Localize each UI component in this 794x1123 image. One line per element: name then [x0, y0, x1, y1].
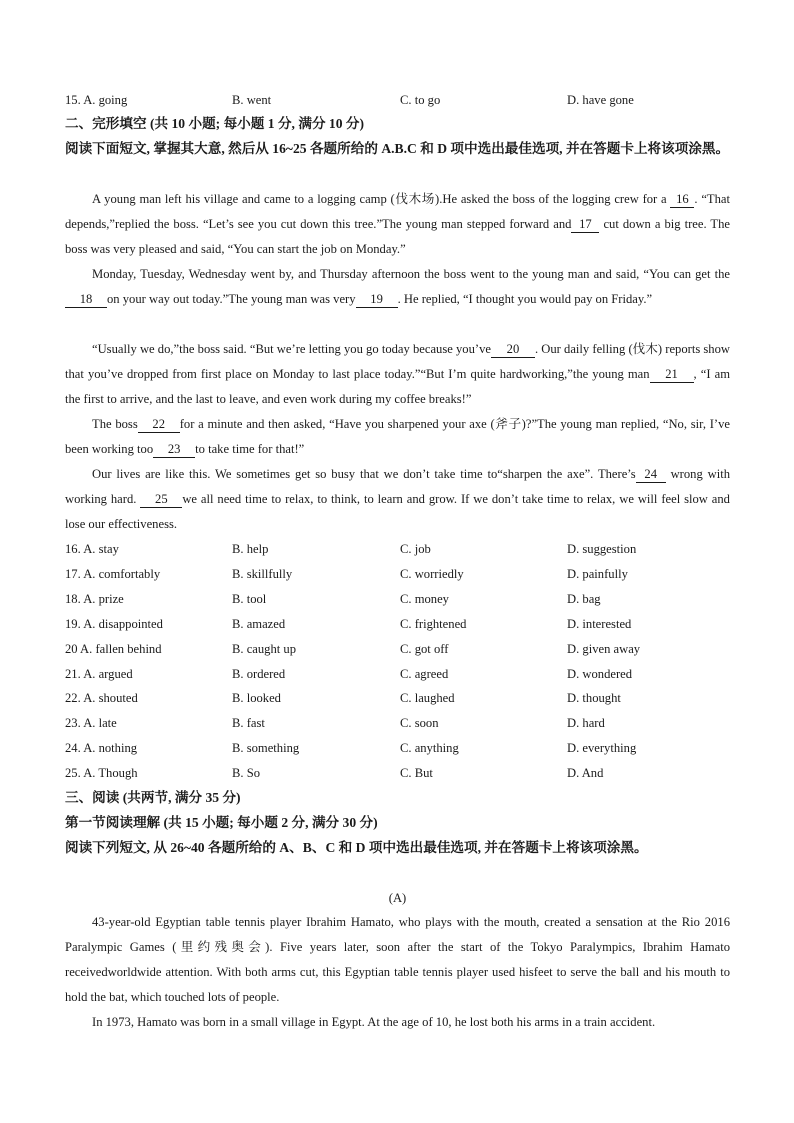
blank-19: 19 — [356, 291, 398, 308]
section-3-instruction: 阅读下列短文, 从 26~40 各题所给的 A、B、C 和 D 项中选出最佳选项, 并在答题卡上将该项涂黑。 — [65, 840, 648, 855]
option-d: D. interested — [567, 616, 632, 631]
options-row — [0, 714, 794, 732]
passage-paragraph-1: A young man left his village and came to a logging camp (伐木场).He asked the boss of the logging crew for a 16 . “That depends,”replied the boss. “Let’s see you cut down this tree.”The young man stepped forward and 17 cut down a big tree. The boss was very pleased and said, “You can start the job on Monday.” — [65, 192, 731, 256]
option-c: C. to go — [400, 93, 441, 107]
option-d: D. And — [567, 766, 604, 781]
options-row — [0, 565, 794, 583]
passage-paragraph-4: The boss 22 for a minute and then asked, “Have you sharpened your axe (斧子)?”The young man replied, “No, sir, I’ve been working too 23 to take time for that!” — [65, 417, 730, 456]
blank-25: 25 — [140, 491, 182, 508]
option-b: B. fast — [232, 716, 265, 731]
option-d: D. bag — [567, 591, 601, 606]
options-row — [0, 590, 794, 608]
option-a: 17. A. comfortably — [65, 566, 161, 581]
option-c: C. money — [400, 591, 449, 606]
option-c: C. anything — [400, 741, 459, 756]
passage-paragraph-2: Monday, Tuesday, Wednesday went by, and Thursday afternoon the boss went to the young man and said, “You can get the18 on your way out today.”The young man was very 19 . He replied, “I thought you would pay on Friday.” — [65, 262, 730, 312]
option-d: D. wondered — [567, 666, 633, 681]
option-c: C. laughed — [400, 691, 455, 706]
option-b: B. So — [232, 766, 260, 781]
section-2-instruction: 阅读下面短文, 掌握其大意, 然后从 16~25 各题所给的 A.B.C 和 D 项中选出最佳选项, 并在答题卡上将该项涂黑。 — [65, 141, 730, 156]
option-b: B. amazed — [232, 616, 286, 631]
option-c: C. job — [400, 542, 431, 556]
option-d: D. painfully — [567, 566, 628, 581]
option-c: C. But — [400, 766, 433, 781]
option-b: B. caught up — [232, 641, 297, 656]
passage-paragraph-5: Our lives are like this. We sometimes get so busy that we don’t take time to“sharpen the axe”. There’s 24 wrong with working hard. 25 we all need time to relax, to think, to learn and grow. If we don’t take time to relax, we will feel slow and lose our effectiveness. — [65, 467, 730, 531]
options-row — [0, 739, 794, 757]
reading-paragraph-1: 43-year-old Egyptian table tennis player Ibrahim Hamato, who plays with the mouth, created a sensation at the Rio 2016 Paralympic Games (里约残奥会). Five years later, soon after the start of the Tokyo Paralympics, Ibrahim Hamato receivedworldwide attention. With both arms cut, this Egyptian table tennis player used hisfeet to serve the ball and his mouth to hold the bat, which touched lots of people. — [65, 915, 730, 1004]
options-row — [0, 540, 794, 558]
option-b: B. looked — [232, 691, 281, 706]
option-a: 16. A. stay — [65, 542, 119, 556]
option-b: B. ordered — [232, 666, 286, 681]
options-row — [0, 689, 794, 707]
question-15-options — [0, 91, 794, 109]
option-a: 23. A. late — [65, 716, 117, 731]
reading-paragraph-2: In 1973, Hamato was born in a small village in Egypt. At the age of 10, he lost both his arms in a train accident. — [92, 1015, 656, 1029]
option-c: C. frightened — [400, 616, 467, 631]
option-d: D. have gone — [567, 93, 634, 107]
option-b: B. help — [232, 542, 269, 556]
section-2-heading: 二、完形填空 (共 10 小题; 每小题 1 分, 满分 10 分) — [65, 116, 365, 131]
blank-18: 18 — [65, 291, 107, 308]
blank-22: 22 — [138, 416, 180, 433]
passage-a-label: (A) — [388, 891, 407, 905]
options-row — [0, 665, 794, 683]
option-b: B. something — [232, 741, 300, 756]
section-3-heading: 三、阅读 (共两节, 满分 35 分) — [65, 790, 241, 805]
option-a: 25. A. Though — [65, 766, 138, 781]
blank-17: 17 — [571, 216, 599, 233]
option-b: B. skillfully — [232, 566, 293, 581]
option-c: C. got off — [400, 641, 449, 656]
section-3-subheading: 第一节阅读理解 (共 15 小题; 每小题 2 分, 满分 30 分) — [65, 815, 378, 830]
option-c: C. worriedly — [400, 566, 464, 581]
blank-20: 20 — [491, 341, 535, 358]
blank-16: 16 — [670, 191, 694, 208]
option-d: D. thought — [567, 691, 621, 706]
option-d: D. hard — [567, 716, 605, 731]
option-a: 20 A. fallen behind — [65, 641, 162, 656]
option-a: 21. A. argued — [65, 666, 133, 681]
options-row — [0, 764, 794, 782]
passage-paragraph-3: “Usually we do,”the boss said. “But we’re letting you go today because you’ve 20 . Our daily felling (伐木) reports show that you’ve dropped from first place on Monday to last place today.”“But I’m quite hardworking,”the young man 21 , “I am the first to arrive, and the last to leave, and even work during my coffee breaks!” — [65, 342, 730, 406]
option-c: C. agreed — [400, 666, 449, 681]
option-a: 18. A. prize — [65, 591, 124, 606]
option-a: 19. A. disappointed — [65, 616, 163, 631]
option-d: D. given away — [567, 641, 641, 656]
option-a: 24. A. nothing — [65, 741, 138, 756]
options-row — [0, 640, 794, 658]
option-b: B. went — [232, 93, 272, 107]
blank-24: 24 — [636, 466, 666, 483]
option-c: C. soon — [400, 716, 439, 731]
blank-23: 23 — [153, 441, 195, 458]
option-a: 22. A. shouted — [65, 691, 138, 706]
option-b: B. tool — [232, 591, 267, 606]
option-d: D. suggestion — [567, 542, 637, 556]
options-row — [0, 615, 794, 633]
blank-21: 21 — [650, 366, 694, 383]
option-d: D. everything — [567, 741, 637, 756]
option-a: 15. A. going — [65, 93, 128, 107]
